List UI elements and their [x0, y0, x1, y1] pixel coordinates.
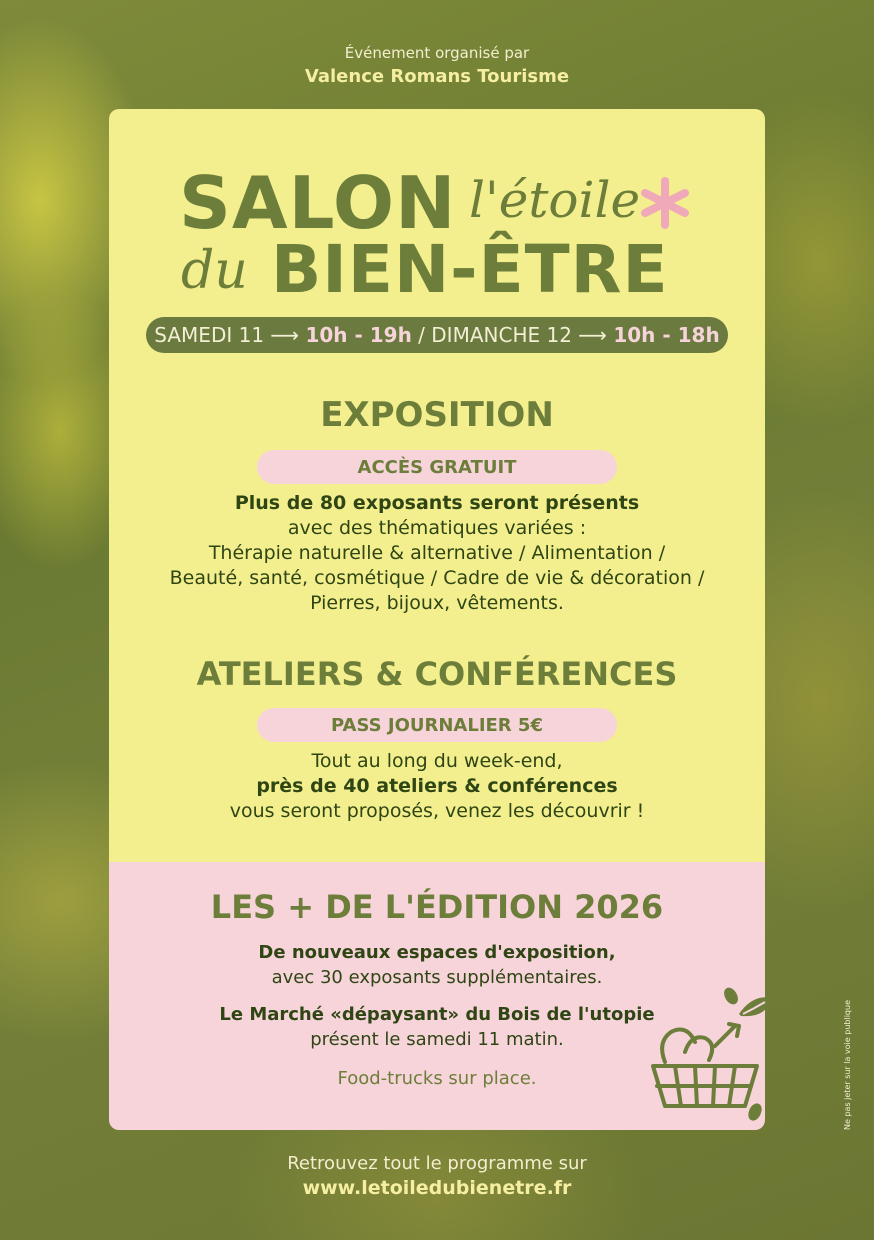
leaf-icon [735, 994, 775, 1024]
title-du: du [181, 241, 248, 301]
organizer-label: Événement organisé par [344, 44, 530, 62]
day2: DIMANCHE 12 [431, 323, 572, 347]
exposition-line1: Plus de 80 exposants seront présents [234, 492, 640, 514]
title-etoile: l'étoile [469, 171, 641, 229]
star-icon [637, 175, 693, 231]
edition-title: LES + DE L'ÉDITION 2026 [210, 888, 664, 926]
footer-url[interactable]: www.letoiledubienetre.fr [302, 1177, 572, 1199]
main-card [109, 109, 765, 869]
ateliers-badge: PASS JOURNALIER 5€ [257, 708, 617, 742]
exposition-line4: Beauté, santé, cosmétique / Cadre de vie & décoration / [169, 567, 705, 589]
exposition-title: EXPOSITION [320, 395, 554, 435]
footer-line1: Retrouvez tout le programme sur [287, 1153, 587, 1174]
ateliers-line2: près de 40 ateliers & conférences [256, 775, 618, 797]
exposition-text [109, 491, 765, 616]
arrow-icon: ⟶ [264, 323, 306, 347]
dates-separator: / [418, 323, 425, 347]
title-salon: SALON [179, 161, 457, 245]
ateliers-line3: vous seront proposés, venez les découvrir ! [229, 800, 645, 822]
ateliers-title: ATELIERS & CONFÉRENCES [196, 655, 678, 693]
title-bien-etre: BIEN-ÊTRE [271, 231, 669, 308]
exposition-line2: avec des thématiques variées : [287, 517, 587, 539]
exposition-line5: Pierres, bijoux, vêtements. [310, 592, 564, 614]
side-note: Ne pas jeter sur la voie publique [843, 1000, 852, 1130]
edition-line5: Food-trucks sur place. [337, 1068, 537, 1089]
organizer-name: Valence Romans Tourisme [304, 66, 570, 87]
edition-line2: avec 30 exposants supplémentaires. [271, 967, 603, 988]
ateliers-text [109, 749, 765, 824]
dates-banner [146, 317, 728, 353]
edition-line3: Le Marché «dépaysant» du Bois de l'utopie [219, 1004, 655, 1025]
hours2: 10h - 18h [613, 323, 720, 347]
exposition-line3: Thérapie naturelle & alternative / Alimentation / [208, 542, 666, 564]
ateliers-line1: Tout au long du week-end, [311, 750, 563, 772]
hours1: 10h - 19h [305, 323, 412, 347]
day1: SAMEDI 11 [154, 323, 265, 347]
exposition-badge: ACCÈS GRATUIT [257, 450, 617, 484]
arrow-icon: ⟶ [571, 323, 614, 347]
edition-line4: présent le samedi 11 matin. [310, 1029, 564, 1050]
edition-card [109, 862, 765, 1130]
edition-line1: De nouveaux espaces d'exposition, [258, 942, 616, 963]
